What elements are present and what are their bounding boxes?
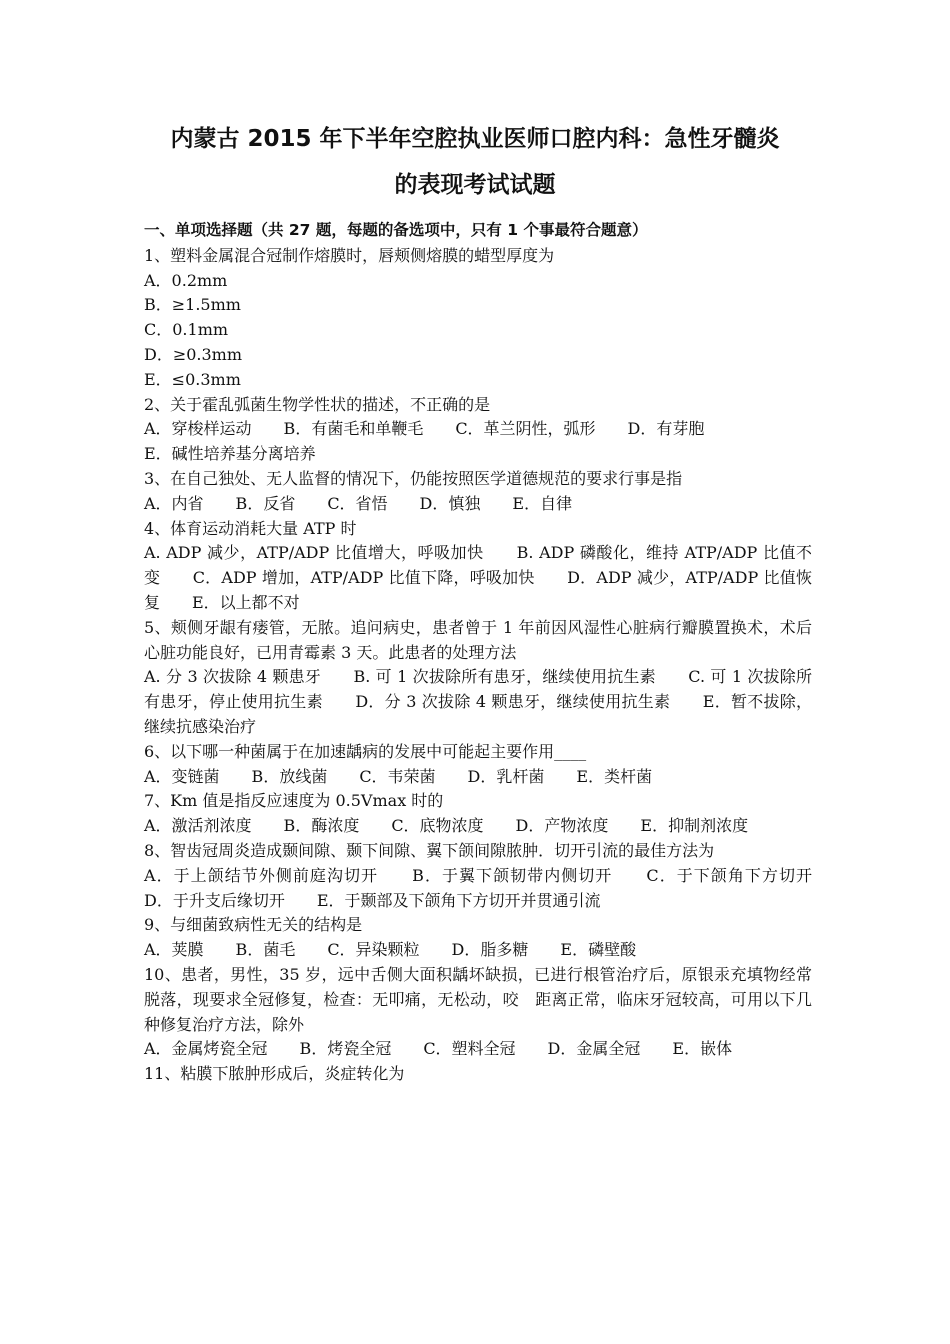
- document-title: [120, 116, 830, 208]
- question-stem: 9、与细菌致病性无关的结构是: [144, 915, 363, 935]
- option-line: A．0.2mm: [144, 270, 228, 290]
- option-line: A．变链菌 B．放线菌 C．韦荣菌 D．乳杆菌 E．类杆菌: [144, 766, 653, 786]
- question-2: [144, 393, 812, 467]
- question-stem: 3、在自己独处、无人监督的情况下，仍能按照医学道德规范的要求行事是指: [144, 468, 683, 488]
- question-8: [144, 839, 845, 913]
- question-5: [144, 616, 812, 740]
- option-line: A．穿梭样运动 B．有菌毛和单鞭毛 C．革兰阴性，弧形 D．有芽胞: [144, 419, 705, 439]
- question-1: [144, 244, 812, 393]
- option-line: B．≥1.5mm: [144, 295, 241, 315]
- question-stem: 6、以下哪一种菌属于在加速龋病的发展中可能起主要作用____: [144, 741, 587, 761]
- document-body: [144, 218, 845, 1087]
- question-7: [144, 789, 812, 839]
- option-line: C．0.1mm: [144, 320, 229, 340]
- question-stem: 5、颊侧牙龈有瘘管，无脓。追问病史，患者曾于 1 年前因风湿性心脏病行瓣膜置换术，术后心脏功能良好，已用青霉素 3 天。此患者的处理方法: [144, 617, 812, 662]
- question-3: [144, 467, 812, 517]
- options-block: A．于上颌结节外侧前庭沟切开 B．于翼下颌韧带内侧切开 C．于下颌角下方切开 D．于升支后缘切开 E．于颞部及下颌角下方切开并贯通引流: [144, 865, 845, 910]
- option-line: A．内省 B．反省 C．省悟 D．慎独 E．自律: [144, 493, 573, 513]
- option-line: D．≥0.3mm: [144, 344, 243, 364]
- title-line-2: 的表现考试试题: [394, 172, 556, 198]
- question-stem: 2、关于霍乱弧菌生物学性状的描述，不正确的是: [144, 394, 491, 414]
- question-stem: 7、Km 值是指反应速度为 0.5Vmax 时的: [144, 791, 444, 811]
- option-line: E．碱性培养基分离培养: [144, 444, 316, 464]
- options-block: A．金属烤瓷全冠 B．烤瓷全冠 C．塑料全冠 D．金属全冠 E．嵌体: [144, 1039, 733, 1059]
- question-6: [144, 740, 812, 790]
- question-11: [144, 1062, 812, 1087]
- option-line: A．荚膜 B．菌毛 C．异染颗粒 D．脂多糖 E．磷壁酸: [144, 940, 637, 960]
- options-block: A．激活剂浓度 B．酶浓度 C．底物浓度 D．产物浓度 E．抑制剂浓度: [144, 816, 749, 836]
- question-4: [144, 517, 812, 616]
- question-stem: 8、智齿冠周炎造成颞间隙、颞下间隙、翼下颌间隙脓肿．切开引流的最佳方法为: [144, 840, 715, 860]
- title-line-1: 内蒙古 2015 年下半年空腔执业医师口腔内科：急性牙髓炎: [170, 126, 780, 152]
- question-stem: 1、塑料金属混合冠制作熔膜时，唇颊侧熔膜的蜡型厚度为: [144, 245, 555, 265]
- question-10: [144, 963, 812, 1062]
- question-9: [144, 913, 812, 963]
- options-block: A. ADP 减少，ATP/ADP 比值增大，呼吸加快 B. ADP 磷酸化，维持 ATP/ADP 比值不变 C．ADP 增加，ATP/ADP 比值下降，呼吸加快 D．ADP 减少，ATP/ADP 比值恢复 E．以上都不对: [144, 543, 812, 612]
- question-stem: 4、体育运动消耗大量 ATP 时: [144, 518, 357, 538]
- options-block: A. 分 3 次拔除 4 颗患牙 B. 可 1 次拔除所有患牙，继续使用抗生素 C. 可 1 次拔除所有患牙，停止使用抗生素 D．分 3 次拔除 4 颗患牙，继续使用抗生素 E．暂不拔除，继续抗感染治疗: [144, 667, 812, 736]
- option-line: E．≤0.3mm: [144, 369, 241, 389]
- question-stem: 11、粘膜下脓肿形成后，炎症转化为: [144, 1064, 405, 1084]
- question-stem: 10、患者，男性，35 岁，远中舌侧大面积龋坏缺损，已进行根管治疗后，原银汞充填物经常脱落，现要求全冠修复，检查：无叩痛，无松动，咬 距离正常，临床牙冠较高，可用以下几种修复治疗方法，除外: [144, 964, 812, 1034]
- section-heading: 一、单项选择题（共 27 题，每题的备选项中，只有 1 个事最符合题意）: [144, 221, 648, 239]
